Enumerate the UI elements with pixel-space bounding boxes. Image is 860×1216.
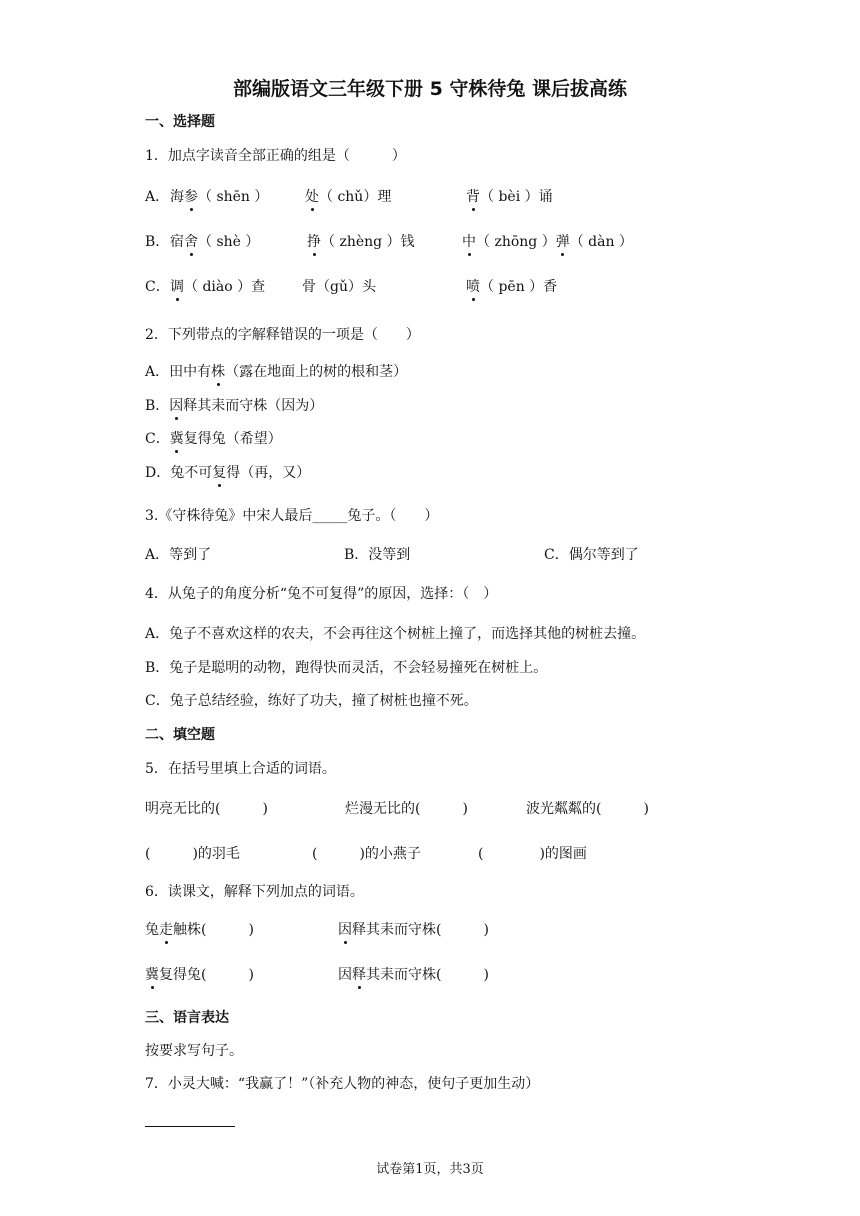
q4-option-c: C．兔子总结经验，练好了功夫，撞了树桩也撞不死。 (145, 693, 478, 709)
q1-option-a-item3: 背（ bèi ）诵 (466, 189, 553, 205)
q2-option-d: D．兔不可复得（再，又） (145, 465, 311, 481)
q3-option-c: C．偶尔等到了 (544, 547, 639, 563)
q4-option-a: A．兔子不喜欢这样的农夫，不会再往这个树桩上撞了，而选择其他的树桩去撞。 (145, 626, 646, 642)
section-heading-choice: 一、选择题 (145, 114, 215, 130)
q1-option-a-item2: 处（ chǔ）理 (305, 189, 392, 205)
q5-blank: ( )的羽毛 (145, 846, 240, 862)
q6-item: 因释其耒而守株( ) (338, 967, 489, 983)
question-3-stem: 3.《守株待兔》中宋人最后_____兔子。（ ） (145, 508, 439, 524)
q6-item: 冀复得兔( ) (145, 967, 254, 983)
q3-option-b: B．没等到 (344, 547, 411, 563)
question-1-stem: 1．加点字读音全部正确的组是（ ） (145, 148, 406, 164)
q1-option-b-label: B． (145, 234, 170, 250)
q3-option-a: A．等到了 (145, 547, 212, 563)
q1-option-a-label: A． (145, 189, 170, 205)
q2-option-c: C．冀复得兔（希望） (145, 431, 282, 447)
question-4-stem: 4．从兔子的角度分析“兔不可复得”的原因，选择：（ ） (145, 586, 498, 602)
question-2-stem: 2．下列带点的字解释错误的一项是（ ） (145, 327, 420, 343)
q1-option-b-item2: 挣（ zhèng ）钱 (307, 234, 415, 250)
q5-blank: ( )的小燕子 (312, 846, 421, 862)
page-footer: 试卷第1页，共3页 (376, 1162, 484, 1177)
q6-item: 因释其耒而守株( ) (338, 922, 489, 938)
q4-option-b: B．兔子是聪明的动物，跑得快而灵活，不会轻易撞死在树桩上。 (145, 660, 548, 676)
question-7-stem: 7．小灵大喊：“我赢了！”（补充人物的神态，使句子更加生动） (145, 1076, 540, 1092)
q5-blank: 波光粼粼的( ) (526, 801, 649, 817)
q5-blank: 烂漫无比的( ) (345, 801, 468, 817)
q5-blank: ( )的图画 (478, 846, 587, 862)
q6-item: 兔走触株( ) (145, 922, 254, 938)
q1-option-c-item3: 喷（ pēn ）香 (466, 279, 558, 295)
q2-option-a: A．田中有株（露在地面上的树的根和茎） (145, 364, 408, 380)
section-heading-expression: 三、语言表达 (145, 1010, 229, 1026)
q7-intro: 按要求写句子。 (145, 1043, 243, 1059)
question-6-stem: 6．读课文，解释下列加点的词语。 (145, 884, 364, 900)
question-5-stem: 5．在括号里填上合适的词语。 (145, 761, 336, 777)
answer-line (145, 1126, 235, 1127)
q1-option-b-item1: 宿舍（ shè ） (170, 234, 260, 250)
q1-option-c-item1: 调（ diào ）查 (170, 279, 266, 295)
q1-option-c-label: C． (145, 279, 170, 295)
page-title: 部编版语文三年级下册 5 守株待兔 课后拔高练 (232, 78, 628, 100)
q5-blank: 明亮无比的( ) (145, 801, 268, 817)
q2-option-b: B．因释其耒而守株（因为） (145, 398, 324, 414)
q1-option-b-item3: 中（ zhōng ）弹（ dàn ） (462, 234, 633, 250)
q1-option-a-item1: 海参（ shēn ） (170, 189, 269, 205)
q1-option-c-item2: 骨（gǔ）头 (302, 279, 376, 295)
section-heading-fill: 二、填空题 (145, 727, 215, 743)
